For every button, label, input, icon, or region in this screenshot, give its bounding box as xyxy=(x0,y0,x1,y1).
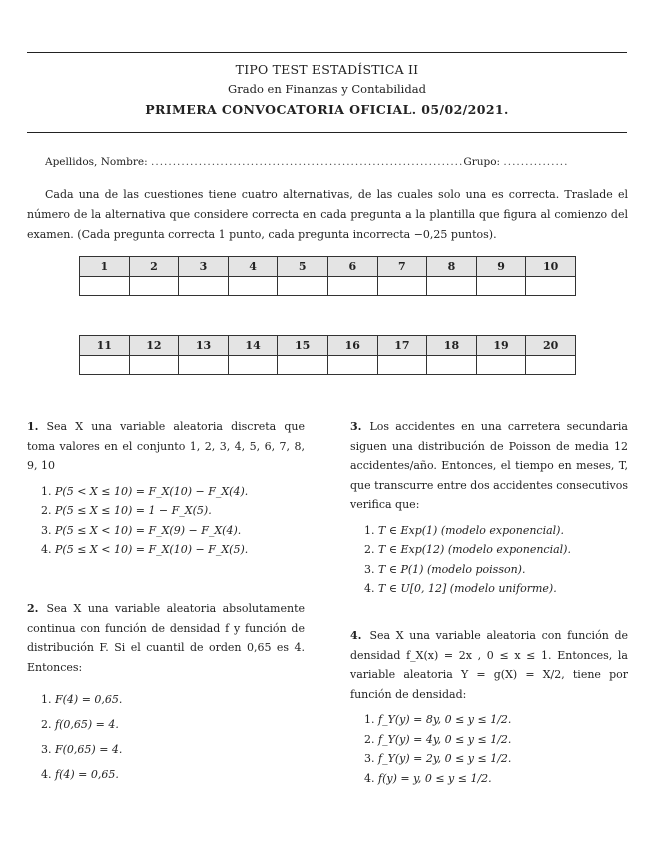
answer-cell[interactable] xyxy=(327,277,377,296)
grid-header-cell: 20 xyxy=(526,336,576,356)
option-item[interactable]: 2. P(5 ≤ X ≤ 10) = 1 − F_X(5). xyxy=(41,504,212,517)
option-item[interactable]: 1. F(4) = 0,65. xyxy=(41,693,123,706)
answer-cell[interactable] xyxy=(427,356,477,375)
group-label: Grupo: xyxy=(463,156,501,168)
grid-header-cell: 6 xyxy=(327,257,377,277)
session-heading: PRIMERA CONVOCATORIA OFICIAL. 05/02/2021. xyxy=(145,102,509,117)
question-1 xyxy=(27,417,305,560)
grid-header-cell: 13 xyxy=(179,336,229,356)
grid-header-cell: 4 xyxy=(228,257,278,277)
answer-cell[interactable] xyxy=(129,356,179,375)
option-item[interactable]: 3. P(5 ≤ X < 10) = F_X(9) − F_X(4). xyxy=(41,523,242,537)
exam-title: TIPO TEST ESTADÍSTICA II xyxy=(235,62,419,77)
question-number: 2. xyxy=(27,602,39,615)
group-field[interactable]: ............... xyxy=(503,156,569,168)
option-item[interactable]: 4. f(4) = 0,65. xyxy=(41,768,119,781)
answer-cell[interactable] xyxy=(80,356,130,375)
answer-cell[interactable] xyxy=(129,277,179,296)
answer-cell[interactable] xyxy=(377,277,427,296)
student-info-line xyxy=(45,156,627,168)
option-item[interactable]: 2. f_Y(y) = 4y, 0 ≤ y ≤ 1/2. xyxy=(364,732,512,746)
header-bottom-rule xyxy=(27,132,627,133)
grid-header-cell: 15 xyxy=(278,336,328,356)
answer-cell[interactable] xyxy=(526,356,576,375)
answer-cell[interactable] xyxy=(278,356,328,375)
question-stem: Sea X una variable aleatoria discreta que toma valores en el conjunto 1, 2, 3, 4, 5, 6, 7, 8, 9, 10 xyxy=(27,420,305,472)
option-list xyxy=(364,521,628,599)
option-item[interactable]: 4. P(5 ≤ X < 10) = F_X(10) − F_X(5). xyxy=(41,543,249,556)
grid-header-cell: 8 xyxy=(427,257,477,277)
option-list xyxy=(41,482,305,560)
option-item[interactable]: 3. F(0,65) = 4. xyxy=(41,743,123,756)
question-number: 3. xyxy=(350,420,362,433)
grid-header-cell: 17 xyxy=(377,336,427,356)
grid-header-cell: 18 xyxy=(427,336,477,356)
grid-header-cell: 5 xyxy=(278,257,328,277)
answer-cell[interactable] xyxy=(427,277,477,296)
answer-cell[interactable] xyxy=(278,277,328,296)
grid-header-cell: 7 xyxy=(377,257,427,277)
grid-header-cell: 19 xyxy=(476,336,526,356)
instructions: Cada una de las cuestiones tiene cuatro alternativas, de las cuales solo una es correcta. Traslade el número de la alternativa que considere correcta en cada pregunta a la plantilla que figura al comienzo del examen. (Cada pregunta correcta 1 punto, cada pregunta incorrecta −0,25 puntos). xyxy=(27,188,628,241)
grid-header-cell: 2 xyxy=(129,257,179,277)
answer-cell[interactable] xyxy=(179,277,229,296)
top-rule xyxy=(27,52,627,53)
grid-header-cell: 16 xyxy=(327,336,377,356)
grid-header-cell: 9 xyxy=(476,257,526,277)
question-stem: Los accidentes en una carretera secundaria siguen una distribución de Poisson de media 12 accidentes/año. Entonces, el tiempo en meses, T, que transcurre entre dos accidentes consecutivos verifica que: xyxy=(350,420,628,511)
question-number: 4. xyxy=(350,629,362,642)
grid-header-cell: 12 xyxy=(129,336,179,356)
question-stem: Sea X una variable aleatoria con función de densidad f_X(x) = 2x , 0 ≤ x ≤ 1. Entonces, la variable aleatoria Y = g(X) = X/2, tiene por función de densidad: xyxy=(350,629,628,701)
answer-cell[interactable] xyxy=(377,356,427,375)
option-item[interactable]: 4. f(y) = y, 0 ≤ y ≤ 1/2. xyxy=(364,771,492,785)
name-field[interactable]: ........................................................................ xyxy=(151,156,464,168)
option-item[interactable]: 3. T ∈ P(1) (modelo poisson). xyxy=(364,562,526,576)
degree-subtitle: Grado en Finanzas y Contabilidad xyxy=(228,82,426,96)
question-4 xyxy=(350,626,628,788)
answer-cell[interactable] xyxy=(327,356,377,375)
option-item[interactable]: 3. f_Y(y) = 2y, 0 ≤ y ≤ 1/2. xyxy=(364,752,512,765)
name-label: Apellidos, Nombre: xyxy=(45,156,148,168)
question-2 xyxy=(27,599,305,787)
question-3 xyxy=(350,417,628,599)
answer-grid-11-20 xyxy=(79,335,576,375)
grid-header-cell: 11 xyxy=(80,336,130,356)
option-list xyxy=(41,687,305,787)
answer-grid-1-10 xyxy=(79,256,576,296)
option-item[interactable]: 2. f(0,65) = 4. xyxy=(41,718,119,731)
answer-cell[interactable] xyxy=(80,277,130,296)
answer-cell[interactable] xyxy=(476,277,526,296)
answer-cell[interactable] xyxy=(476,356,526,375)
option-item[interactable]: 1. f_Y(y) = 8y, 0 ≤ y ≤ 1/2. xyxy=(364,713,512,726)
option-item[interactable]: 1. T ∈ Exp(1) (modelo exponencial). xyxy=(364,523,564,537)
grid-header-cell: 3 xyxy=(179,257,229,277)
answer-cell[interactable] xyxy=(228,356,278,375)
option-item[interactable]: 1. P(5 < X ≤ 10) = F_X(10) − F_X(4). xyxy=(41,484,249,498)
answer-cell[interactable] xyxy=(526,277,576,296)
grid-header-cell: 14 xyxy=(228,336,278,356)
grid-header-cell: 1 xyxy=(80,257,130,277)
question-stem: Sea X una variable aleatoria absolutamente continua con función de densidad f y función de distribución F. Si el cuantil de orden 0,65 es 4. Entonces: xyxy=(27,602,305,674)
option-item[interactable]: 2. T ∈ Exp(12) (modelo exponencial). xyxy=(364,543,571,556)
question-number: 1. xyxy=(27,420,39,433)
grid-header-cell: 10 xyxy=(526,257,576,277)
answer-cell[interactable] xyxy=(228,277,278,296)
option-list xyxy=(364,710,628,788)
answer-cell[interactable] xyxy=(179,356,229,375)
option-item[interactable]: 4. T ∈ U[0, 12] (modelo uniforme). xyxy=(364,582,557,595)
